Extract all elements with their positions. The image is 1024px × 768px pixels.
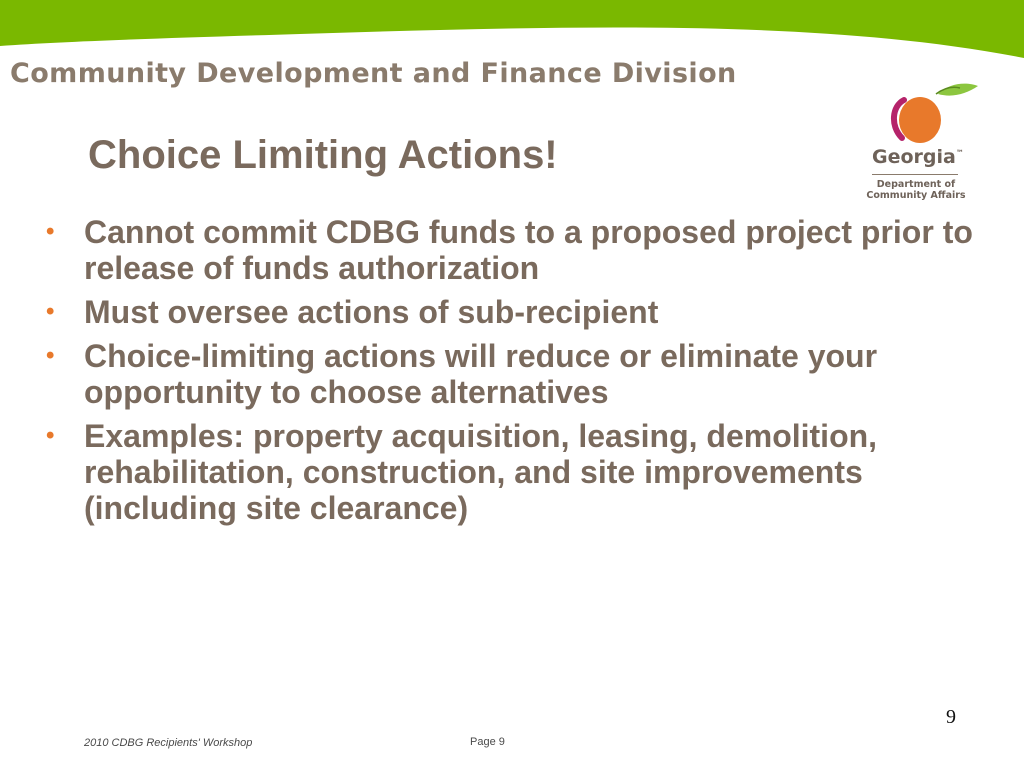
bullet-item: • Examples: property acquisition, leasing, demolition, rehabilitation, construction, and site improvements (including site clearance) (46, 418, 878, 526)
logo-divider (872, 174, 958, 175)
bullet-dot-icon: • (46, 422, 55, 449)
georgia-dca-logo (858, 80, 978, 204)
bullet-dot-icon: • (46, 218, 55, 245)
bullet-list (46, 214, 986, 534)
bullet-item: • Must oversee actions of sub-recipient (46, 294, 659, 330)
division-banner: Community Development and Finance Division (10, 58, 737, 89)
footer-page-label: Page 9 (470, 736, 505, 748)
peach-icon (880, 80, 980, 146)
bullet-dot-icon: • (46, 298, 55, 325)
logo-wordmark: Georgia™ (872, 146, 964, 168)
page-number: 9 (946, 706, 956, 728)
bullet-dot-icon: • (46, 342, 55, 369)
logo-department: Department of Community Affairs (866, 179, 966, 201)
bullet-item: • Choice-limiting actions will reduce or eliminate your opportunity to choose alternatives (46, 338, 878, 410)
bullet-item: • Cannot commit CDBG funds to a proposed project prior to release of funds authorization (46, 214, 973, 286)
footer-workshop-label: 2010 CDBG Recipients' Workshop (84, 737, 253, 749)
slide-title: Choice Limiting Actions! (88, 133, 558, 177)
header-swoosh (0, 0, 1024, 60)
